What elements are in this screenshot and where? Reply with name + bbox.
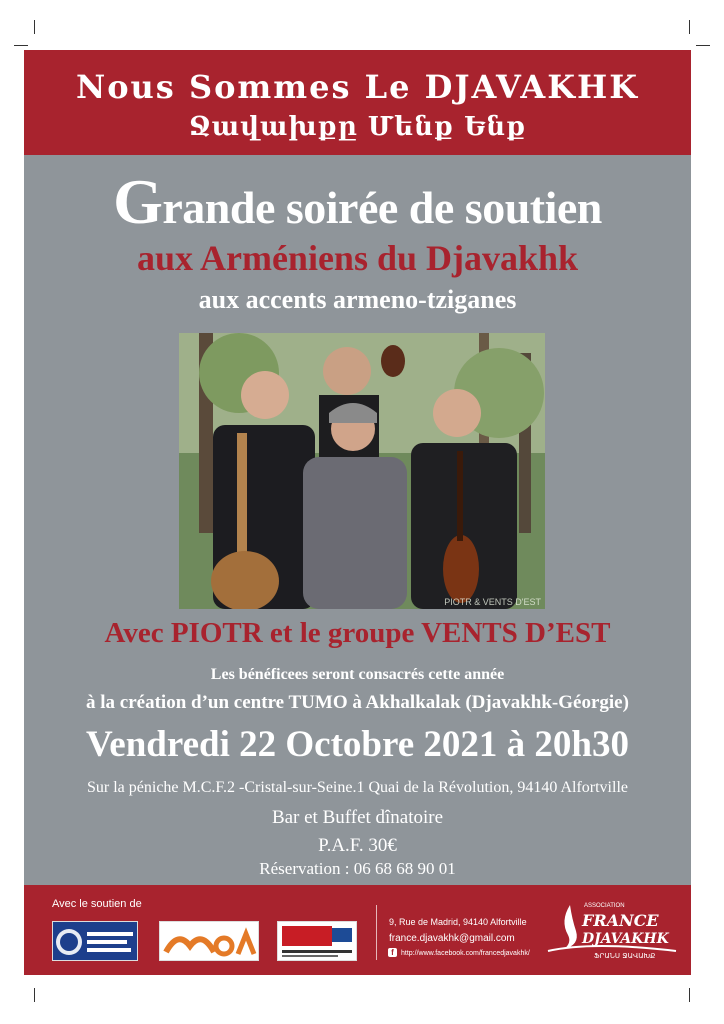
support-label: Avec le soutien de	[52, 898, 142, 910]
brand-association: ASSOCIATION	[584, 903, 625, 909]
crop-mark	[34, 20, 35, 34]
ayp-radio-logo	[277, 921, 357, 961]
crop-mark	[689, 20, 690, 34]
event-tagline: aux accents armeno-tziganes	[198, 285, 517, 314]
band-photo	[179, 333, 545, 609]
crop-mark	[696, 45, 710, 46]
mca-logo	[159, 921, 259, 961]
band-photo-illustration	[179, 333, 545, 609]
brand-france: FRANCE	[582, 911, 659, 930]
reservation-phone: Réservation : 06 68 68 90 01	[259, 859, 456, 878]
header-banner	[24, 50, 691, 155]
contact-facebook-link[interactable]: http://www.facebook.com/francedjavakhk/	[401, 950, 530, 957]
photo-caption: PIOTR & VENTS D'EST	[444, 597, 541, 607]
facebook-icon: f	[388, 948, 397, 957]
header-title-french: Nous Sommes Le DJAVAKHK	[75, 68, 640, 106]
title-rest: rande soirée de soutien	[162, 182, 602, 233]
event-title	[24, 165, 691, 239]
event-address: Sur la péniche M.C.F.2 -Cristal-sur-Seine.1 Quai de la Révolution, 94140 Alfortville	[87, 779, 628, 796]
brand-djavakhk: DJAVAKHK	[582, 931, 669, 947]
crop-mark	[689, 988, 690, 1002]
contact-email[interactable]: france.djavakhk@gmail.com	[389, 933, 515, 944]
beneficiaries-line-2: à la création d’un centre TUMO à Akhalkalak (Djavakhk-Géorgie)	[86, 692, 629, 713]
brand-armenian: ՖՐԱՆՍ ՋԱՎԱԽՔ	[594, 952, 656, 960]
footer-banner	[24, 885, 691, 975]
title-initial: G	[113, 166, 163, 237]
crop-mark	[34, 988, 35, 1002]
header-title-armenian: Ջավախքը Մենք Ենք	[188, 112, 527, 142]
contact-address: 9, Rue de Madrid, 94140 Alfortville	[389, 917, 527, 927]
croix-bleue-logo	[52, 921, 138, 961]
price: P.A.F. 30€	[318, 835, 397, 856]
event-date: Vendredi 22 Octobre 2021 à 20h30	[85, 724, 630, 765]
footer-divider	[376, 905, 377, 960]
main-panel	[24, 155, 691, 885]
event-subtitle: aux Arméniens du Djavakhk	[136, 238, 579, 278]
bar-buffet: Bar et Buffet dînatoire	[271, 807, 444, 828]
crop-mark	[14, 45, 28, 46]
beneficiaries-line-1: Les bénéficees seront consacrés cette année	[210, 666, 505, 683]
poster	[24, 50, 691, 975]
france-djavakhk-logo	[542, 897, 682, 967]
performers-line: Avec PIOTR et le groupe VENTS D’EST	[104, 617, 611, 649]
